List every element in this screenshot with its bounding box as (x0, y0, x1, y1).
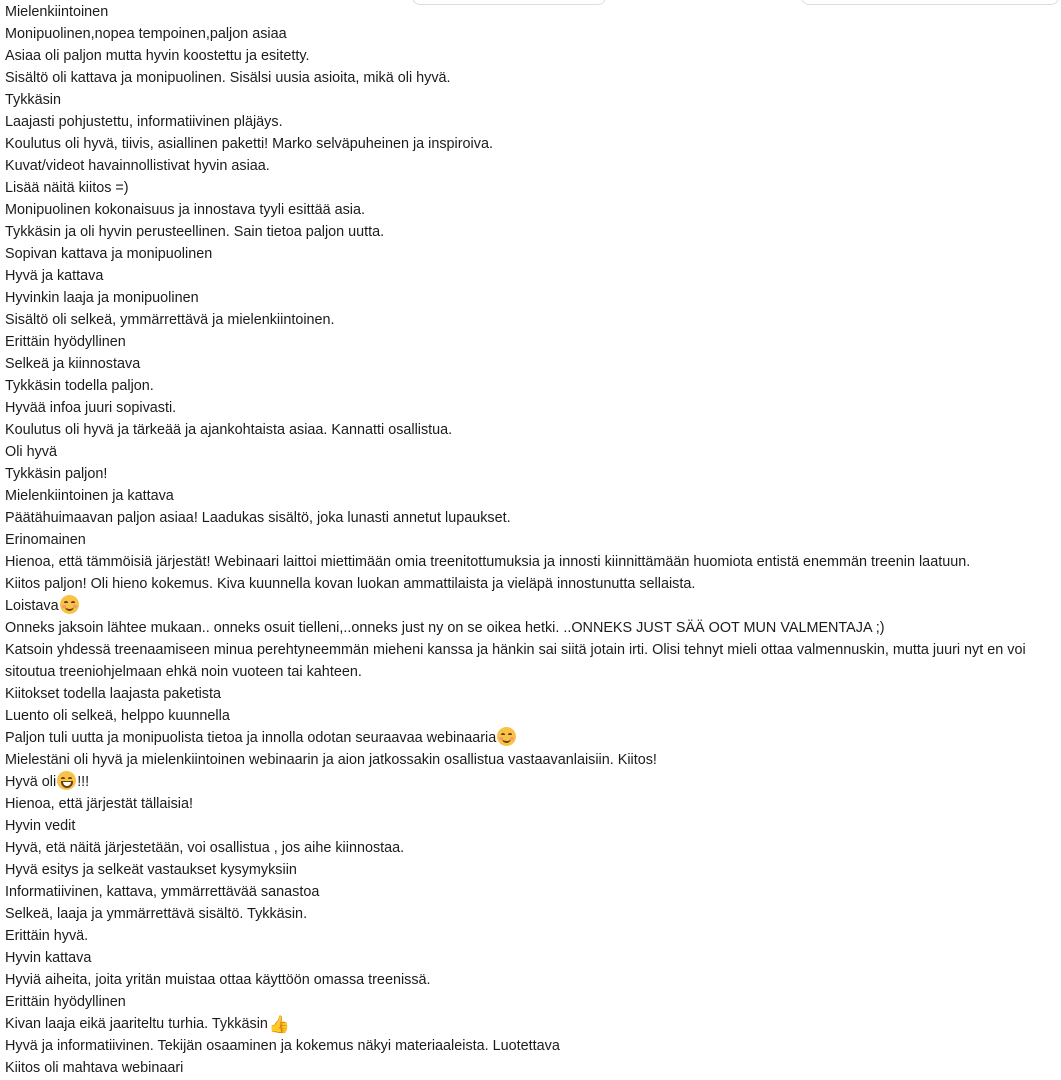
feedback-text: Monipuolinen kokonaisuus ja innostava tyyli esittää asia. (5, 202, 365, 218)
feedback-text: Katsoin yhdessä treenaamiseen minua perehtyneemmän mieheni kanssa ja hänkin sai siitä jotain irti. Olisi tehnyt mieli ottaa valmennuskin, mutta juuri nyt en voi sitoutua treeniohjelmaan ehkä noin vuoteen tai kahteen. (5, 642, 1026, 680)
feedback-text: Kuvat/videot havainnollistivat hyvin asiaa. (5, 158, 270, 174)
feedback-text: Erittäin hyvä. (5, 928, 89, 944)
feedback-line (5, 837, 1057, 859)
feedback-line (5, 859, 1057, 881)
feedback-line (5, 243, 1057, 265)
feedback-line (5, 573, 1057, 595)
feedback-line (5, 1035, 1057, 1057)
feedback-text: Hyviä aiheita, joita yritän muistaa ottaa käyttöön omassa treenissä. (5, 972, 431, 988)
smiling-face-icon (497, 727, 516, 746)
feedback-text: Kiitos oli mahtava webinaari (5, 1060, 184, 1076)
feedback-line (5, 925, 1057, 947)
feedback-text: Hyvä ja kattava (5, 268, 104, 284)
feedback-text: Sisältö oli selkeä, ymmärrettävä ja mielenkiintoinen. (5, 312, 335, 328)
feedback-text: Oli hyvä (5, 444, 57, 460)
feedback-text: Mielenkiintoinen (5, 4, 109, 20)
feedback-text: Informatiivinen, kattava, ymmärrettävää sanastoa (5, 884, 320, 900)
feedback-text: Päätähuimaavan paljon asiaa! Laadukas sisältö, joka lunasti annetut lupaukset. (5, 510, 511, 526)
feedback-text: Kiitokset todella laajasta paketista (5, 686, 221, 702)
feedback-line (5, 969, 1057, 991)
feedback-text: Erinomainen (5, 532, 86, 548)
feedback-text: Laajasti pohjustettu, informatiivinen pläjäys. (5, 114, 283, 130)
feedback-line (5, 419, 1057, 441)
feedback-text: Mielestäni oli hyvä ja mielenkiintoinen webinaarin ja aion jatkossakin osallistua vastaavanlaisiin. Kiitos! (5, 752, 657, 768)
feedback-line (5, 1013, 1057, 1035)
feedback-line (5, 397, 1057, 419)
feedback-line (5, 287, 1057, 309)
feedback-text: Lisää näitä kiitos =) (5, 180, 129, 196)
feedback-text: Hyvinkin laaja ja monipuolinen (5, 290, 199, 306)
feedback-line (5, 683, 1057, 705)
feedback-line (5, 793, 1057, 815)
feedback-line (5, 155, 1057, 177)
feedback-line (5, 771, 1057, 793)
feedback-line (5, 947, 1057, 969)
feedback-line (5, 111, 1057, 133)
feedback-line (5, 67, 1057, 89)
feedback-line (5, 133, 1057, 155)
feedback-text: Paljon tuli uutta ja monipuolista tietoa ja innolla odotan seuraavaa webinaaria (5, 730, 497, 746)
feedback-text: Luento oli selkeä, helppo kuunnella (5, 708, 230, 724)
feedback-list (5, 1, 1057, 1079)
feedback-line (5, 815, 1057, 837)
feedback-text: Hyvää infoa juuri sopivasti. (5, 400, 177, 416)
feedback-text: Hienoa, että tämmöisiä järjestät! Webinaari laittoi miettimään omia treenitottumuksia ja innosti kiinnittämään huomiota entistä enemmän treenin laatuun. (5, 554, 971, 570)
feedback-line (5, 375, 1057, 397)
feedback-suffix: !!! (77, 774, 90, 790)
feedback-line (5, 551, 1057, 573)
feedback-line (5, 991, 1057, 1013)
smiling-face-icon (60, 595, 79, 614)
feedback-text: Loistava (5, 598, 59, 614)
feedback-line (5, 353, 1057, 375)
feedback-line (5, 309, 1057, 331)
feedback-text: Hyvä, etä näitä järjestetään, voi osallistua , jos aihe kiinnostaa. (5, 840, 405, 856)
feedback-line (5, 221, 1057, 243)
feedback-text: Sisältö oli kattava ja monipuolinen. Sisälsi uusia asioita, mikä oli hyvä. (5, 70, 451, 86)
feedback-line (5, 1, 1057, 23)
feedback-line (5, 331, 1057, 353)
feedback-line (5, 23, 1057, 45)
feedback-text: Selkeä, laaja ja ymmärrettävä sisältö. Tykkäsin. (5, 906, 308, 922)
feedback-text: Kiitos paljon! Oli hieno kokemus. Kiva kuunnella kovan luokan ammattilaista ja vieläpä innostunutta sellaista. (5, 576, 696, 592)
feedback-text: Onneks jaksoin lähtee mukaan.. onneks osuit tielleni,..onneks just ny on se oikea hetki. ..ONNEKS JUST SÄÄ OOT MUN VALMENTAJA ;) (5, 620, 885, 636)
feedback-text: Kivan laaja eikä jaariteltu turhia. Tykkäsin (5, 1016, 268, 1032)
grinning-face-icon (57, 771, 76, 790)
feedback-line (5, 595, 1057, 617)
feedback-line (5, 199, 1057, 221)
feedback-text: Tykkäsin todella paljon. (5, 378, 154, 394)
feedback-text: Erittäin hyödyllinen (5, 994, 126, 1010)
feedback-text: Hyvin vedit (5, 818, 76, 834)
feedback-text: Koulutus oli hyvä ja tärkeää ja ajankohtaista asiaa. Kannatti osallistua. (5, 422, 453, 438)
feedback-line (5, 441, 1057, 463)
feedback-text: Hyvä esitys ja selkeät vastaukset kysymyksiin (5, 862, 297, 878)
feedback-text: Tykkäsin ja oli hyvin perusteellinen. Sain tietoa paljon uutta. (5, 224, 385, 240)
feedback-text: Koulutus oli hyvä, tiivis, asiallinen paketti! Marko selväpuheinen ja inspiroiva. (5, 136, 493, 152)
feedback-text: Tykkäsin paljon! (5, 466, 108, 482)
feedback-text: Mielenkiintoinen ja kattava (5, 488, 174, 504)
feedback-text: Erittäin hyödyllinen (5, 334, 126, 350)
feedback-line (5, 617, 1057, 639)
feedback-text: Asiaa oli paljon mutta hyvin koostettu ja esitetty. (5, 48, 310, 64)
feedback-text: Hyvin kattava (5, 950, 92, 966)
thumbs-up-icon: 👍 (268, 1015, 291, 1034)
feedback-text: Tykkäsin (5, 92, 61, 108)
feedback-line (5, 177, 1057, 199)
feedback-text: Hyvä oli (5, 774, 57, 790)
feedback-line (5, 529, 1057, 551)
feedback-line (5, 265, 1057, 287)
feedback-line (5, 881, 1057, 903)
feedback-line (5, 639, 1057, 683)
feedback-line (5, 749, 1057, 771)
feedback-line (5, 727, 1057, 749)
feedback-line (5, 705, 1057, 727)
feedback-text: Monipuolinen,nopea tempoinen,paljon asiaa (5, 26, 287, 42)
feedback-text: Hyvä ja informatiivinen. Tekijän osaaminen ja kokemus näkyi materiaaleista. Luotettava (5, 1038, 560, 1054)
feedback-line (5, 1057, 1057, 1079)
feedback-line (5, 485, 1057, 507)
feedback-line (5, 507, 1057, 529)
feedback-text: Selkeä ja kiinnostava (5, 356, 141, 372)
feedback-text: Hienoa, että järjestät tällaisia! (5, 796, 193, 812)
feedback-line (5, 89, 1057, 111)
feedback-line (5, 45, 1057, 67)
feedback-line (5, 903, 1057, 925)
feedback-line (5, 463, 1057, 485)
feedback-text: Sopivan kattava ja monipuolinen (5, 246, 213, 262)
